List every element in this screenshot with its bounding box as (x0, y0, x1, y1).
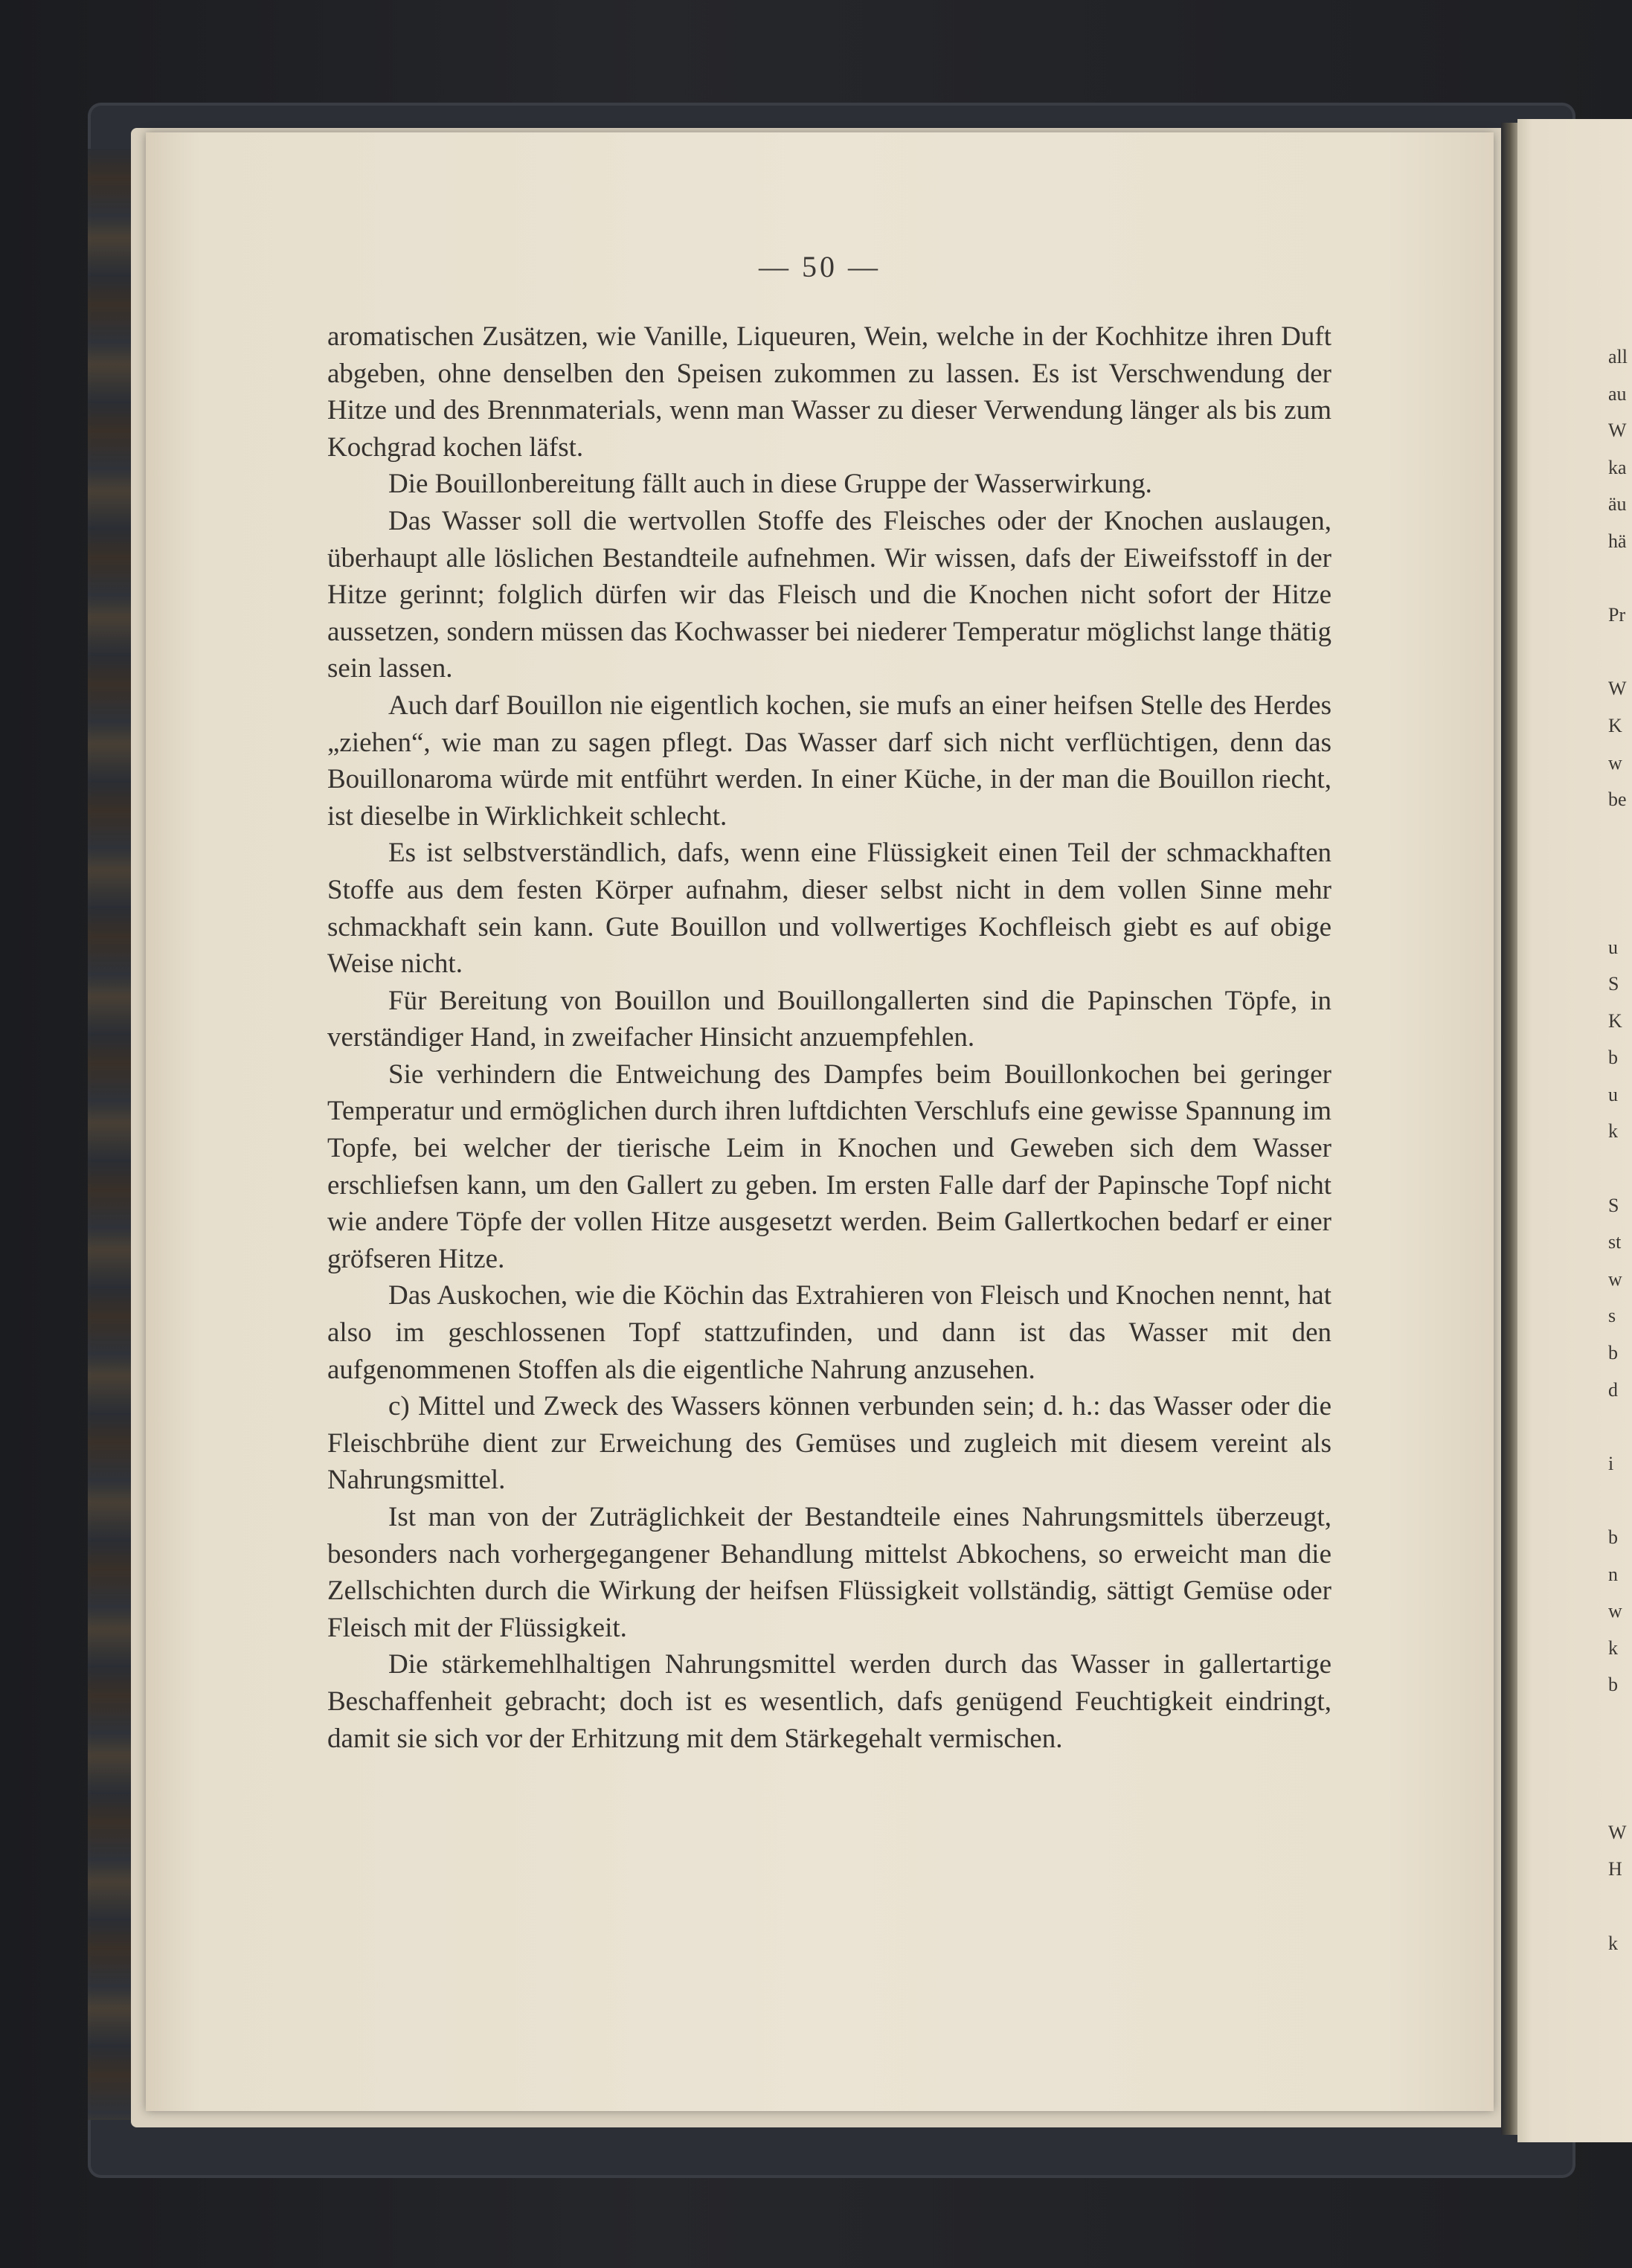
facing-page-fragment: H (1608, 1858, 1622, 1880)
paragraph: Das Wasser soll die wertvollen Stoffe des Fleisches oder der Knochen auslaugen, überhaupt alle löslichen Bestandteile aufnehmen. Wir wissen, dafs der Eiweifsstoff in der Hitze gerinnt; folglich dürfen wir das Fleisch und die Knochen nicht sofort der Hitze aussetzen, sondern müssen das Kochwasser bei niederer Temperatur möglichst lange thätig sein lassen. (327, 505, 1331, 684)
facing-page-fragment: Pr (1608, 604, 1626, 626)
facing-page-fragment: S (1608, 1194, 1619, 1216)
facing-page-fragment: n (1608, 1563, 1618, 1585)
facing-page-fragment (1608, 855, 1632, 892)
facing-page-fragment (1608, 1741, 1632, 1778)
facing-page-fragment: au (1608, 382, 1627, 405)
facing-page-fragment: äu (1608, 493, 1627, 515)
facing-page-fragment: d (1608, 1378, 1618, 1401)
facing-page-fragment: be (1608, 788, 1627, 811)
facing-page-fragment: s (1608, 1305, 1616, 1327)
facing-page-fragment: K (1608, 714, 1622, 736)
facing-page-fragment (1608, 1888, 1632, 1925)
paragraph: Es ist selbstverständlich, dafs, wenn eine Flüssigkeit einen Teil der schmackhaften Stoffe aus dem festen Körper aufnahm, dieser selbst nicht in dem vollen Sinne mehr schmackhaft sein kann. Gute Bouillon und vollwertiges Kochfleisch giebt es auf obige Weise nicht. (327, 838, 1331, 980)
facing-page-fragment: u (1608, 1083, 1618, 1105)
facing-page-fragment (1608, 560, 1632, 597)
facing-page-text-fragments (1608, 338, 1632, 1962)
facing-page-fragment (1608, 1150, 1632, 1187)
facing-page-fragment: W (1608, 420, 1627, 442)
facing-page-fragment: b (1608, 1342, 1618, 1364)
facing-page-fragment (1608, 634, 1632, 671)
facing-page-fragment: all (1608, 346, 1628, 367)
facing-page-fragment: S (1608, 973, 1619, 995)
page-body (327, 318, 1331, 1757)
facing-page-fragment: K (1608, 1009, 1622, 1032)
paragraph: Sie verhindern die Entweichung des Dampfes beim Bouillonkochen bei geringer Temperatur und ermöglichen durch ihren luftdichten Verschlufs eine gewisse Spannung im Topfe, bei welcher der tierische Leim in Knochen und Geweben sich dem Wasser erschliefsen kann, um den Gallert zu geben. Im ersten Falle darf der Papinsche Topf nicht wie andere Töpfe der vollen Hitze ausgesetzt werden. Beim Gallertkochen bedarf er einer gröfseren Hitze. (327, 1058, 1331, 1274)
paragraph: Für Bereitung von Bouillon und Bouillongallerten sind die Papinschen Töpfe, in verständiger Hand, in zweifacher Hinsicht anzuempfehlen. (327, 985, 1331, 1053)
facing-page-fragment: b (1608, 1674, 1618, 1696)
facing-page-fragment: u (1608, 936, 1618, 958)
page-number: — 50 — (759, 250, 881, 283)
facing-page-fragment: w (1608, 751, 1622, 774)
facing-page-fragment (1608, 1777, 1632, 1814)
paragraph: c) Mittel und Zweck des Wassers können verbunden sein; d. h.: das Wasser oder die Fleischbrühe dient zur Erweichung des Gemüses und zugleich mit diesem vereint als Nahrungsmittel. (327, 1391, 1331, 1496)
facing-page-fragment: k (1608, 1932, 1618, 1954)
facing-page-fragment: W (1608, 678, 1627, 700)
facing-page-fragment: i (1608, 1452, 1614, 1474)
facing-page-fragment: W (1608, 1821, 1627, 1843)
facing-page-fragment (1608, 818, 1632, 855)
facing-page-fragment (1608, 892, 1632, 929)
facing-page-fragment: k (1608, 1120, 1618, 1143)
paragraph: Das Auskochen, wie die Köchin das Extrahieren von Fleisch und Knochen nennt, hat also im geschlossenen Topf stattzufinden, und dann ist das Wasser mit den aufgenommenen Stoffen als die eigentliche Nahrung anzusehen. (327, 1280, 1331, 1385)
facing-page-fragment: w (1608, 1268, 1622, 1290)
paragraph: Auch darf Bouillon nie eigentlich kochen, sie mufs an einer heifsen Stelle des Herdes „ziehen“, wie man zu sagen pflegt. Das Wasser darf sich nicht verflüchtigen, denn das Bouillonaroma würde mit entführt werden. In einer Küche, in der man die Bouillon riecht, ist dieselbe in Wirklichkeit schlecht. (327, 690, 1331, 832)
paragraph: Die stärkemehlhaltigen Nahrungsmittel werden durch das Wasser in gallertartige Beschaffenheit gebracht; doch ist es wesentlich, dafs genügend Feuchtigkeit eindringt, damit sie sich vor der Erhitzung mit dem Stärkegehalt vermischen. (327, 1649, 1331, 1754)
facing-page-fragment (1608, 1482, 1632, 1519)
facing-page-fragment: w (1608, 1600, 1622, 1622)
facing-page-fragment: b (1608, 1047, 1618, 1069)
paragraph: Die Bouillonbereitung fällt auch in diese Gruppe der Wasserwirkung. (388, 469, 1152, 500)
facing-page-fragment: ka (1608, 456, 1627, 478)
facing-page-fragment (1608, 1703, 1632, 1741)
paragraph: Ist man von der Zuträglichkeit der Bestandteile eines Nahrungsmittels überzeugt, besonders nach vorhergegangener Behandlung mittelst Abkochens, so erweicht man die Zellschichten durch die Wirkung der heifsen Flüssigkeit vollständig, sättigt Gemüse oder Fleisch mit der Flüssigkeit. (327, 1502, 1331, 1643)
facing-page-fragment: b (1608, 1526, 1618, 1548)
facing-page-fragment: k (1608, 1636, 1618, 1659)
facing-page-fragment: st (1608, 1231, 1622, 1253)
facing-page-fragment: hä (1608, 530, 1627, 552)
facing-page-fragment (1608, 1408, 1632, 1445)
paragraph: aromatischen Zusätzen, wie Vanille, Liqueuren, Wein, welche in der Kochhitze ihren Duft abgeben, ohne denselben den Speisen zukommen zu lassen. Es ist Verschwendung der Hitze und des Brennmaterials, wenn man Wasser zu dieser Verwendung länger als bis zum Kochgrad kochen läfst. (327, 321, 1331, 463)
